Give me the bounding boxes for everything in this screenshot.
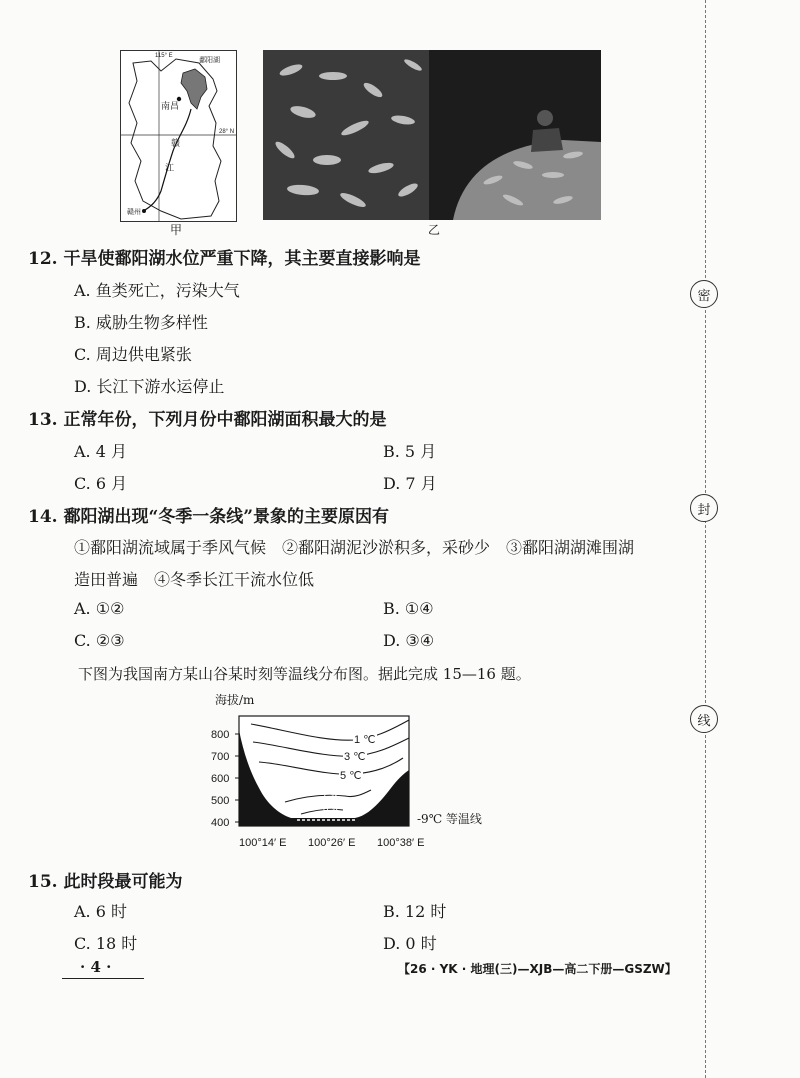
q12-option-d: D. 长江下游水运停止 bbox=[74, 377, 225, 396]
ytick-800: 800 bbox=[211, 729, 230, 741]
question-13-stem: 13. 正常年份，下列月份中鄱阳湖面积最大的是 bbox=[28, 410, 387, 430]
page-number: · 4 · bbox=[80, 958, 112, 976]
question-14-stem: 14. 鄱阳湖出现“冬季一条线”景象的主要原因有 bbox=[28, 507, 390, 527]
meridian-label: 115° E bbox=[155, 53, 173, 59]
map-drawing bbox=[121, 51, 236, 221]
q14-option-c: C. ②③ bbox=[74, 631, 125, 650]
ytick-400: 400 bbox=[211, 817, 230, 829]
q15-option-d: D. 0 时 bbox=[383, 934, 437, 953]
q13-option-d: D. 7 月 bbox=[383, 474, 437, 493]
q13-option-a: A. 4 月 bbox=[74, 442, 127, 461]
margin-mark-xian: 线 bbox=[690, 705, 718, 733]
ytick-500: 500 bbox=[211, 795, 230, 807]
ytick-600: 600 bbox=[211, 773, 230, 785]
isotherm-label-5: 5 ℃ bbox=[340, 770, 362, 782]
q14-statements-line-2: 造田普遍 ④冬季长江干流水位低 bbox=[74, 570, 315, 589]
chart-ylabel: 海拔/m bbox=[215, 693, 255, 707]
ytick-700: 700 bbox=[211, 751, 230, 763]
binding-line bbox=[705, 0, 706, 1078]
section-intro: 下图为我国南方某山谷某时刻等温线分布图。据此完成 15—16 题。 bbox=[78, 665, 531, 683]
xtick-2: 100°26′ E bbox=[308, 837, 356, 849]
map-label: 甲 bbox=[170, 223, 183, 237]
q14-option-a: A. ①② bbox=[74, 599, 125, 618]
q13-option-c: C. 6 月 bbox=[74, 474, 128, 493]
isotherm-label-3: 3 ℃ bbox=[344, 751, 366, 763]
dead-fish-photos bbox=[263, 50, 601, 220]
place-jiang: 江 bbox=[165, 164, 175, 174]
paper-code: 【26 · YK · 地理(三)—XJB—高二下册—GSZW】 bbox=[398, 962, 677, 976]
q15-option-c: C. 18 时 bbox=[74, 934, 138, 953]
place-poyang: 鄱阳湖 bbox=[199, 56, 220, 64]
q14-option-d: D. ③④ bbox=[383, 631, 435, 650]
isotherm-label-1: 1 ℃ bbox=[354, 734, 376, 746]
parallel-label: 28° N bbox=[219, 129, 235, 135]
xtick-1: 100°14′ E bbox=[239, 837, 287, 849]
q13-option-b: B. 5 月 bbox=[383, 442, 437, 461]
xtick-3: 100°38′ E bbox=[377, 837, 425, 849]
q12-option-b: B. 威胁生物多样性 bbox=[74, 313, 208, 332]
margin-mark-mi: 密 bbox=[690, 280, 718, 308]
q15-option-b: B. 12 时 bbox=[383, 902, 447, 921]
photo-label: 乙 bbox=[428, 223, 441, 237]
isotherm-chart bbox=[205, 690, 505, 860]
chart-legend: -9℃ 等温线 bbox=[417, 812, 482, 826]
isotherm-label-7: 7 ℃ bbox=[321, 791, 343, 803]
footer-rule bbox=[62, 978, 144, 979]
margin-mark-feng: 封 bbox=[690, 494, 718, 522]
q15-option-a: A. 6 时 bbox=[74, 902, 127, 921]
point-jia-label: 甲 bbox=[305, 797, 318, 811]
poyang-lake-map bbox=[120, 50, 237, 222]
q14-statements-line-1: ①鄱阳湖流域属于季风气候 ②鄱阳湖泥沙淤积多，采砂少 ③鄱阳湖湖滩围湖 bbox=[74, 538, 635, 557]
isotherm-label-9: 9 ℃ bbox=[323, 806, 343, 817]
question-12-stem: 12. 干旱使鄱阳湖水位严重下降，其主要直接影响是 bbox=[28, 249, 421, 269]
question-15-stem: 15. 此时段最可能为 bbox=[28, 872, 183, 892]
place-ganzhou: 赣州 bbox=[127, 208, 141, 216]
photo-drawing bbox=[263, 50, 601, 220]
place-gan: 赣 bbox=[171, 139, 181, 149]
q12-option-a: A. 鱼类死亡，污染大气 bbox=[74, 281, 240, 300]
q12-option-c: C. 周边供电紧张 bbox=[74, 345, 192, 364]
place-nanchang: 南昌 bbox=[161, 102, 180, 112]
q14-option-b: B. ①④ bbox=[383, 599, 434, 618]
